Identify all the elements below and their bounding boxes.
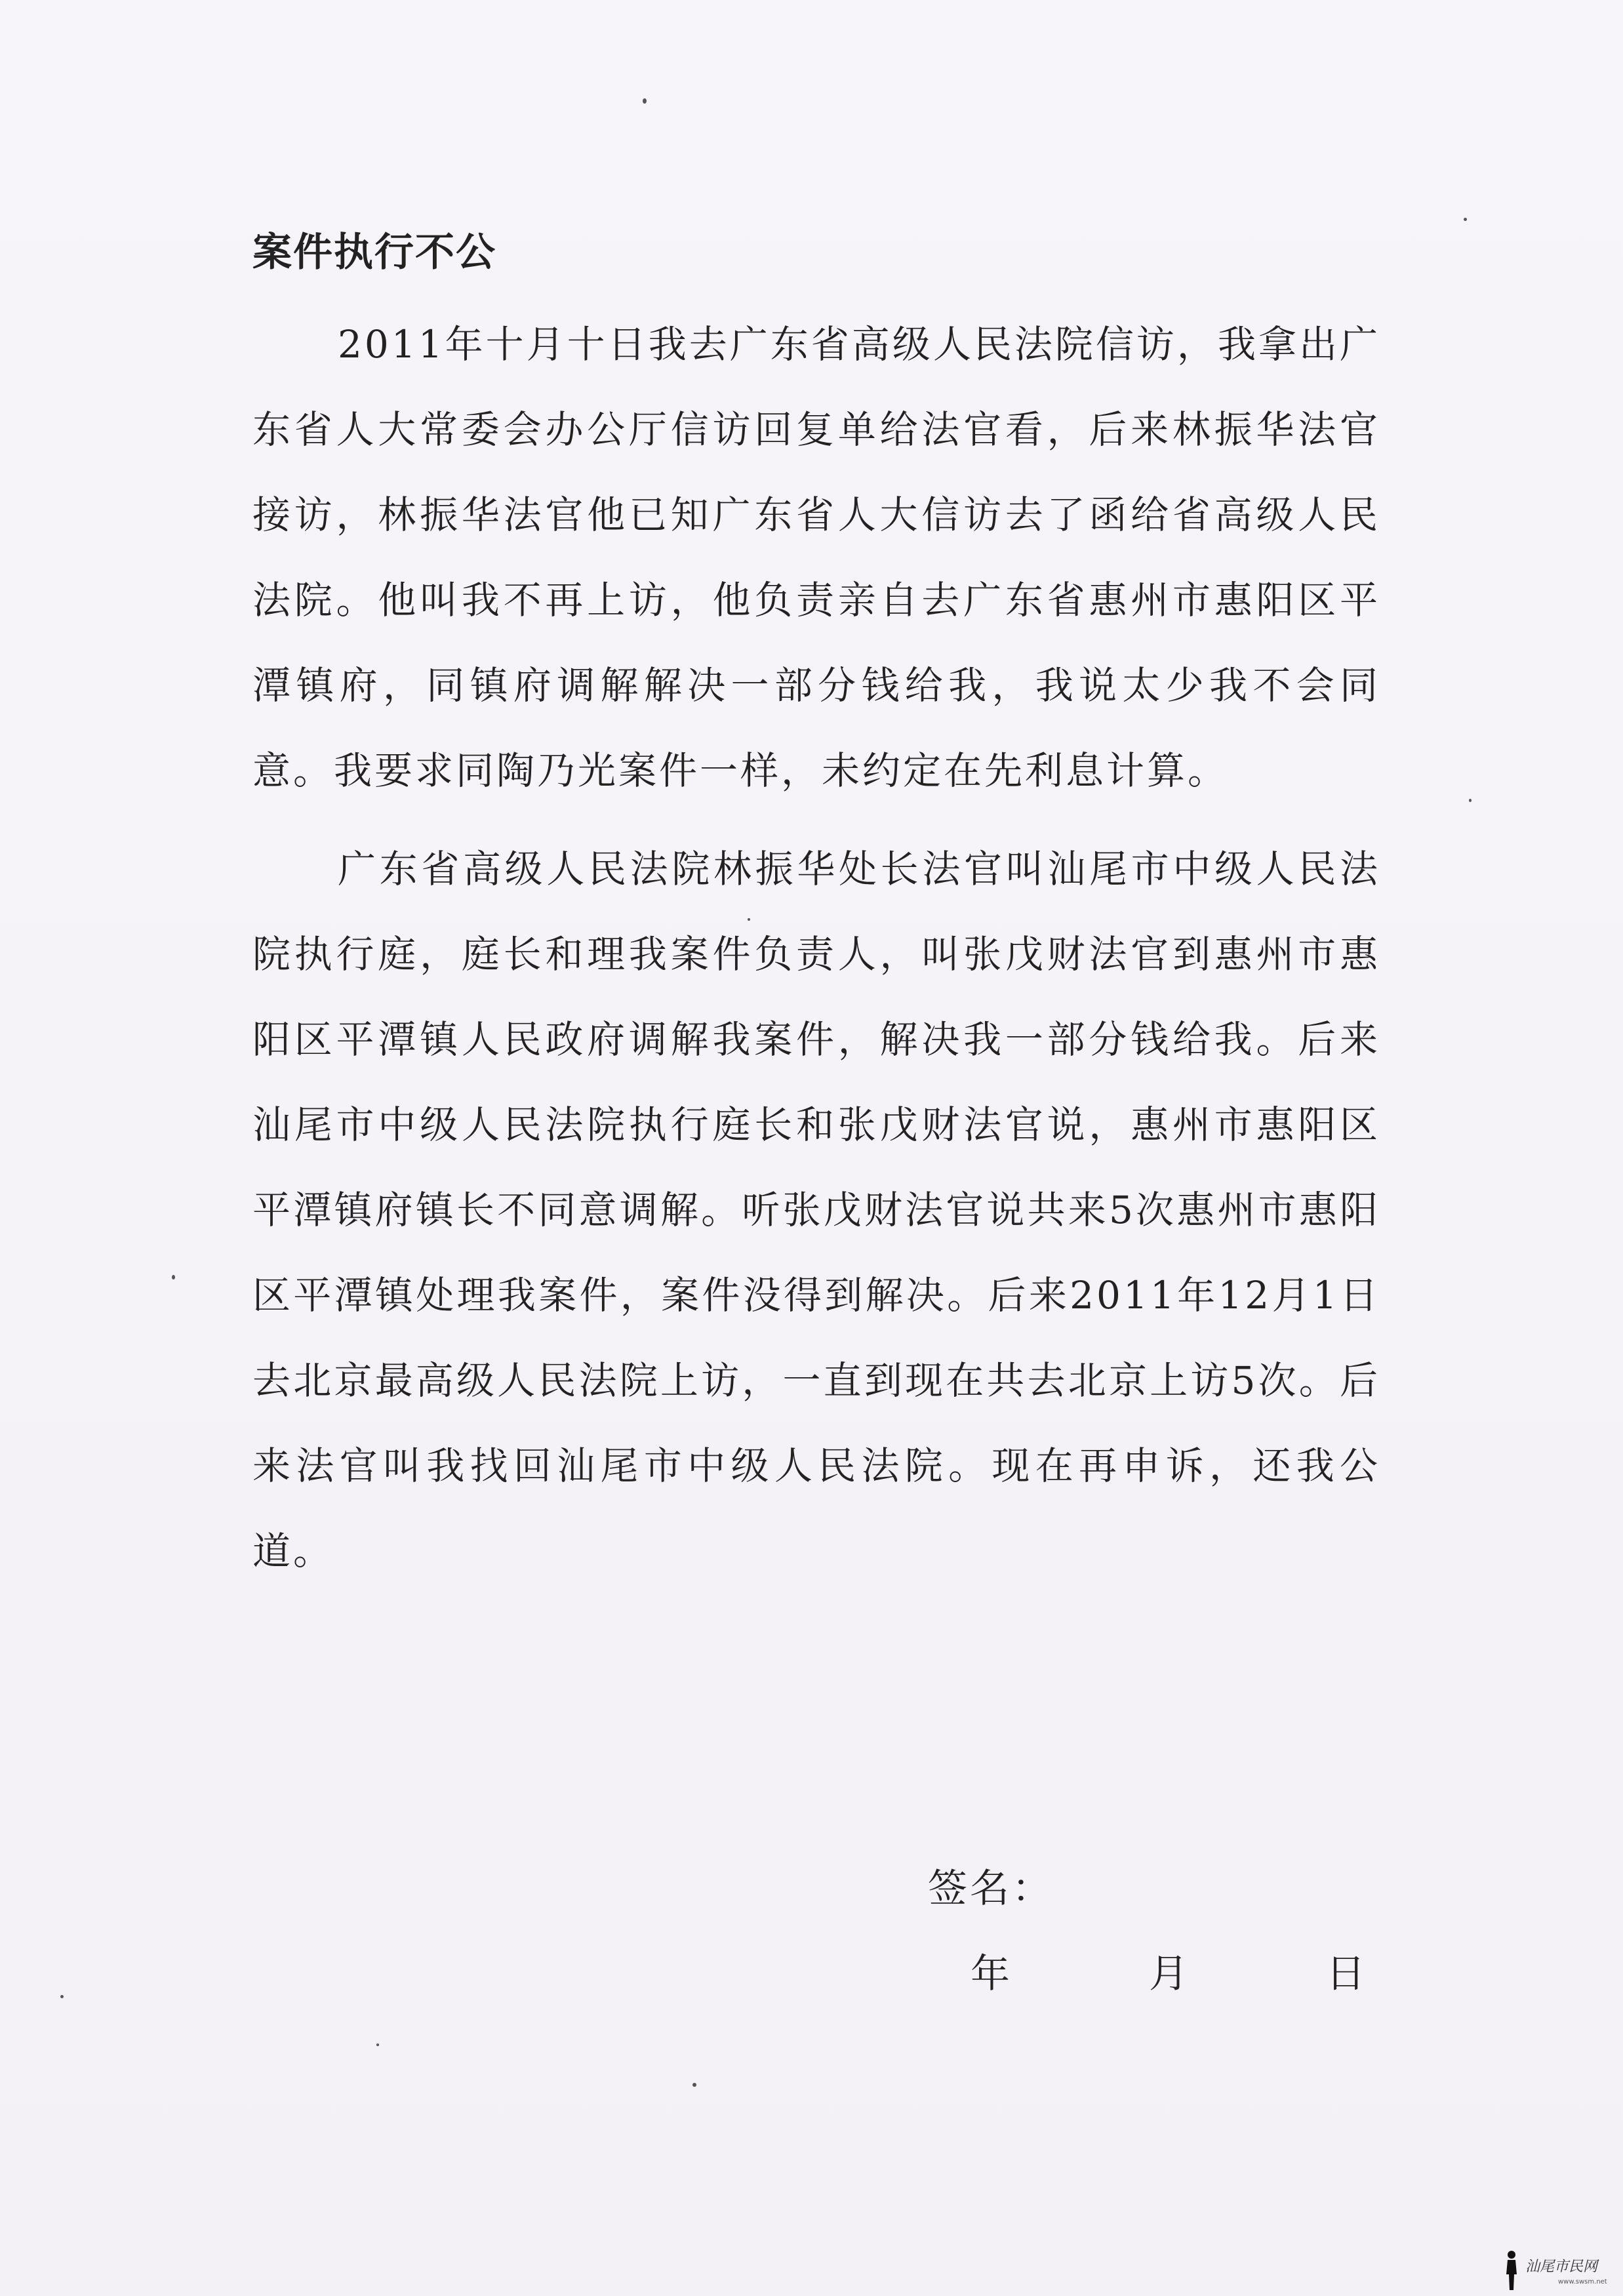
date-day-label: 日 <box>1326 1951 1365 1997</box>
signature-label: 签名： <box>928 1866 1054 1912</box>
scan-speck <box>60 1995 64 1998</box>
date-month-label: 月 <box>1149 1951 1188 1997</box>
document-title: 案件执行不公 <box>252 230 496 275</box>
scan-speck <box>1464 218 1467 221</box>
scan-speck <box>692 2083 696 2087</box>
scan-speck <box>1469 799 1472 802</box>
scan-speck <box>643 98 647 104</box>
watermark-url: www.swsm.net <box>1558 2278 1607 2286</box>
watermark-text: 汕尾市民网 <box>1525 2259 1598 2275</box>
date-year-label: 年 <box>971 1951 1010 1997</box>
paragraph-2: 广东省高级人民法院林振华处长法官叫汕尾市中级人民法院执行庭，庭长和理我案件负责人，叫张戊财法官到惠州市惠阳区平潭镇人民政府调解我案件，解决我一部分钱给我。后来汕尾市中级人民法院执行庭长和张戊财法官说，惠州市惠阳区平潭镇府镇长不同意调解。听张戊财法官说共来5次惠州市惠阳区平潭镇处理我案件，案件没得到解决。后来2011年12月1日去北京最高级人民法院上访，一直到现在共去北京上访5次。后来法官叫我找回汕尾市中级人民法院。现在再申诉，还我公道。 <box>252 847 1380 1573</box>
scan-speck <box>376 2044 379 2046</box>
site-watermark <box>1502 2249 1620 2291</box>
scan-speck <box>172 1275 175 1279</box>
person-silhouette-icon <box>1502 2249 1521 2291</box>
document-body <box>252 230 1380 1594</box>
paragraph-1: 2011年十月十日我去广东省高级人民法院信访，我拿出广东省人大常委会办公厅信访回复单给法官看，后来林振华法官接访，林振华法官他已知广东省人大信访去了函给省高级人民法院。他叫我不再上访，他负责亲自去广东省惠州市惠阳区平潭镇府，同镇府调解解决一部分钱给我，我说太少我不会同意。我要求同陶乃光案件一样，未约定在先利息计算。 <box>252 322 1380 793</box>
